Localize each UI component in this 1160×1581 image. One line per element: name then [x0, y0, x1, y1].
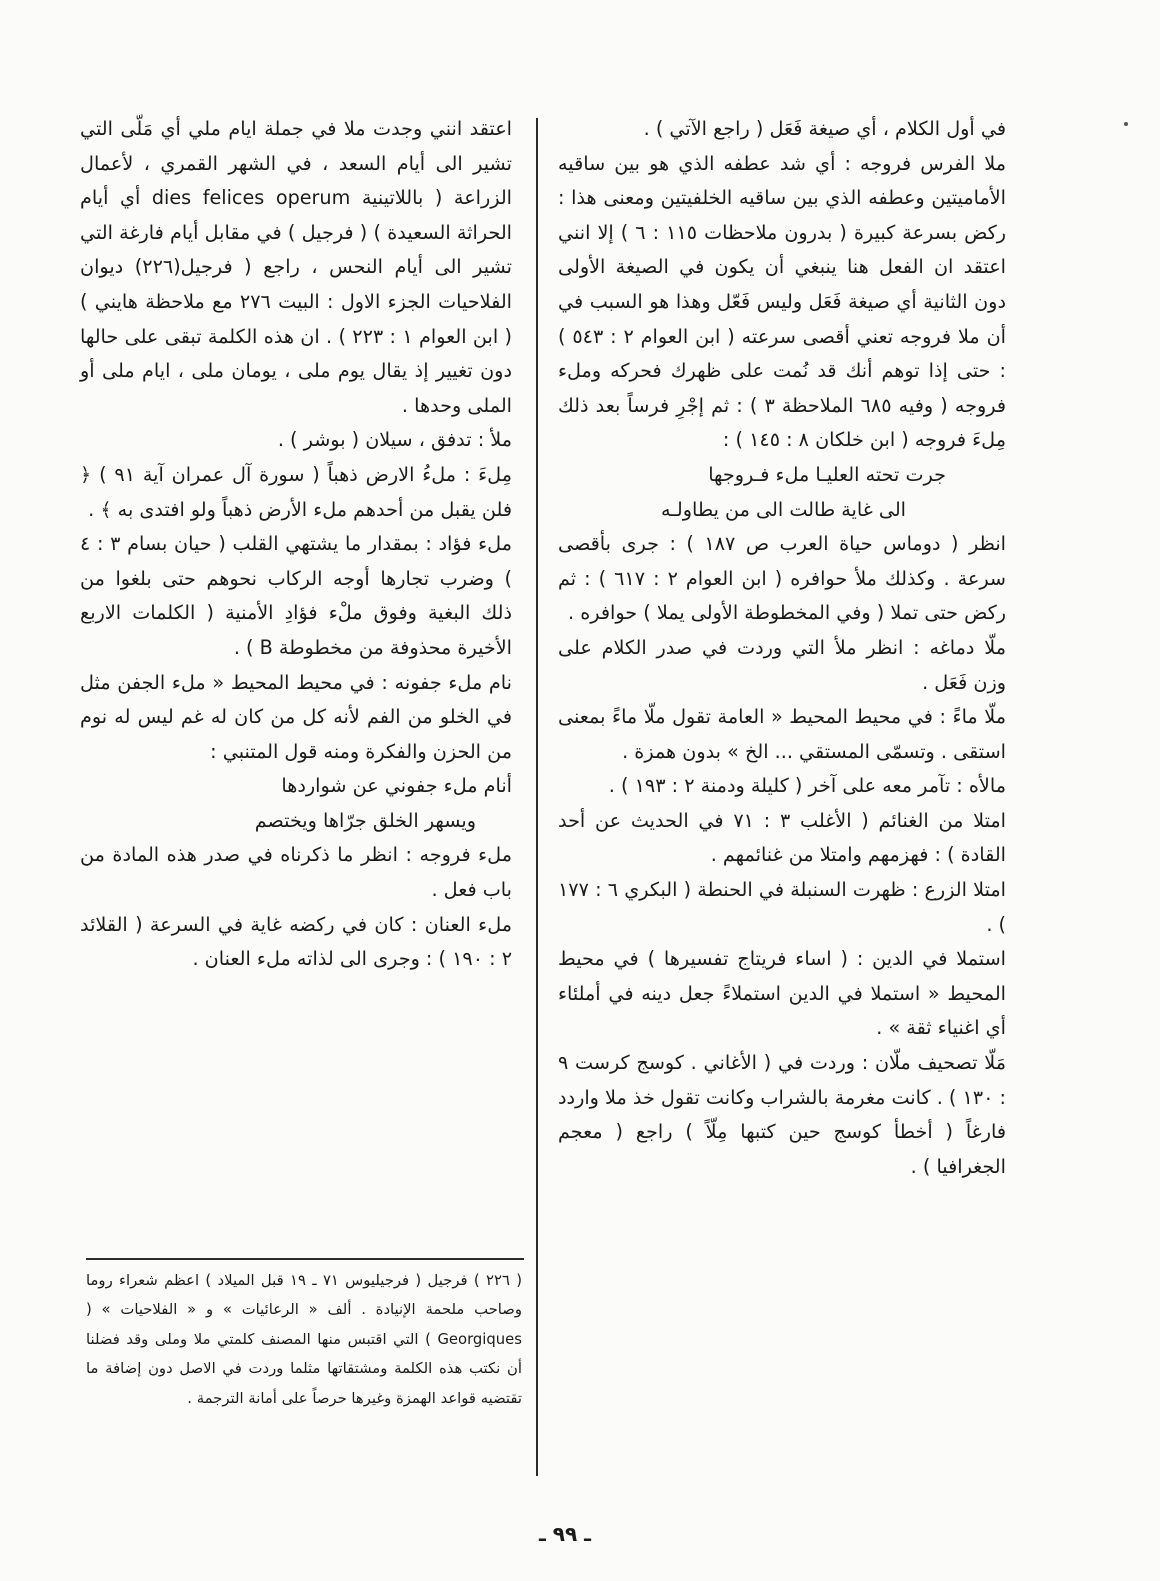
- paragraph: ملأ : تدفق ، سيلان ( بوشر ) .: [277, 428, 512, 452]
- verse-line: أنام ملء جفوني عن شواردها: [281, 774, 512, 798]
- page-number: ـ ٩٩ ـ: [538, 1522, 592, 1546]
- left-column: [80, 112, 512, 977]
- column-divider: [536, 118, 538, 1476]
- paragraph: ملء فروجه : انظر ما ذكرناه في صدر هذه المادة من باب فعل .: [80, 843, 512, 902]
- paragraph: امتلا الزرع : ظهرت السنبلة في الحنطة ( البكري ٦ : ١٧٧ ) .: [558, 878, 1006, 936]
- verse-line: ويسهر الخلق جرّاها ويختصم: [254, 808, 476, 832]
- footnote-text: ( ٢٢٦ ) فرجيل ( فرجيليوس ٧١ ـ ١٩ قبل الميلاد ) اعظم شعراء روما وصاحب ملحمة الإنيادة . ألف « الرعائيات » و « الفلاحيات » ( Georgiques ) التي اقتبس منها المصنف كلمتي ملا وملى وقد فضلنا أن نكتب هذه الكلمة ومشتقاتها مثلما وردت في الاصل دون إضافة ما تقتضيه قواعد الهمزة وغيرها حرصاً على أمانة الترجمة .: [86, 1272, 522, 1407]
- paragraph: مالأه : تآمر معه على آخر ( كليلة ودمنة ٢ : ١٩٣ ) .: [608, 774, 1006, 798]
- paragraph: ملّا ماءً : في محيط المحيط « العامة تقول ملّا ماءً بمعنى استقى . وتسمّى المستقي ... الخ » بدون همزة .: [558, 705, 1006, 763]
- paragraph: في أول الكلام ، أي صيغة فَعَل ( راجع الآتي ) .: [643, 117, 1006, 140]
- paragraph: مِلءَ : ملءُ الارض ذهباً ( سورة آل عمران آية ٩١ ) ﴿ فلن يقبل من أحدهم ملء الأرض ذهباً ولو افتدى به ﴾ .: [80, 462, 512, 521]
- paragraph: ملا الفرس فروجه : أي شد عطفه الذي هو بين ساقيه الأماميتين وعطفه الذي بين ساقيه الخلفيتين ومعنى هذا : ركض بسرعة كبيرة ( بدرون ملاحظات ١١٥ : ٦ ) إلا انني اعتقد ان الفعل هنا ينبغي أن يكون في الصيغة الأولى دون الثانية أي صيغة فَعَل وليس فَعّل وهذا هو السبب في أن ملا فروجه تعني أقصى سرعته ( ابن العوام ٢ : ٥٤٣ ) : حتى إذا توهم أنك قد نُمت على ظهرك فحركه وملء فروجه ( وفيه ٦٨٥ الملاحظة ٣ ) : ثم إجْرِ فرساً بعد ذلك مِلءَ فروجه ( ابن خلكان ٨ : ١٤٥ ) :: [558, 151, 1006, 452]
- paragraph: استملا في الدين : ( اساء فريتاج تفسيرها ) في محيط المحيط « استملا في الدين استملاءً جعل دينه في أملئاء أي اغنياء ثقة » .: [558, 947, 1006, 1040]
- paragraph: ملّا دماغه : انظر ملأ التي وردت في صدر الكلام على وزن فَعَل .: [558, 635, 1006, 694]
- footnote: [86, 1266, 522, 1413]
- paragraph: انظر ( دوماس حياة العرب ص ١٨٧ ) : جرى بأقصى سرعة . وكذلك ملأ حوافره ( ابن العوام ٢ : ٦١٧ ) : ثم ركض حتى تملا ( وفي المخطوطة الأولى يملا ) حوافره .: [558, 532, 1006, 625]
- paragraph: مَلّا تصحيف ملّان : وردت في ( الأغاني . كوسج كرست ٩ : ١٣٠ ) . كانت مغرمة بالشراب وكانت تقول خذ ملا واردد فارغاً ( أخطأ كوسج حين كتبها مِلّاً ) راجع ( معجم الجغرافيا ) .: [558, 1051, 1006, 1178]
- footnote-separator: [86, 1258, 524, 1260]
- paragraph: امتلا من الغنائم ( الأغلب ٣ : ٧١ في الحديث عن أحد القادة ) : فهزمهم وامتلا من غنائمهم .: [558, 808, 1006, 867]
- paragraph: نام ملء جفونه : في محيط المحيط « ملء الجفن مثل في الخلو من الفم لأنه كل من كان له غم ليس له نوم من الحزن والفكرة ومنه قول المتنبي :: [80, 670, 512, 763]
- paragraph: اعتقد انني وجدت ملا في جملة ايام ملي أي مَلّى التي تشير الى أيام السعد ، في الشهر القمري ، لأعمال الزراعة ( باللاتينية dies felices operum أي أيام الحراثة السعيدة ) ( فرجيل ) في مقابل أيام فارغة التي تشير الى أيام النحس ، راجع ( فرجيل(٢٢٦) ديوان الفلاحيات الجزء الاول : البيت ٢٧٦ مع ملاحظة هايني ) ( ابن العوام ١ : ٢٢٣ ) . ان هذه الكلمة تبقى على حالها دون تغيير إذ يقال يوم ملى ، يومان ملى ، ايام ملى أو الملى وحدها .: [80, 117, 513, 417]
- right-column: [558, 112, 1006, 1184]
- verse-line: جرت تحته العليـا ملء فـروجها: [708, 462, 946, 486]
- paragraph: ملء العنان : كان في ركضه غاية في السرعة ( القلائد ٢ : ١٩٠ ) : وجرى الى لذاته ملء العنان .: [80, 912, 512, 971]
- paragraph: ملء فؤاد : بمقدار ما يشتهي القلب ( حيان بسام ٣ : ٤ ) وضرب تجارها أوجه الركاب نحوهم حتى بلغوا من ذلك البغية وفوق ملْء فؤادِ الأمنية ( الكلمات الاربع الأخيرة محذوفة من مخطوطة B ) .: [80, 532, 512, 659]
- scan-speck: [1124, 122, 1128, 126]
- verse-line: الى غاية طالت الى من يطاولـه: [661, 497, 906, 521]
